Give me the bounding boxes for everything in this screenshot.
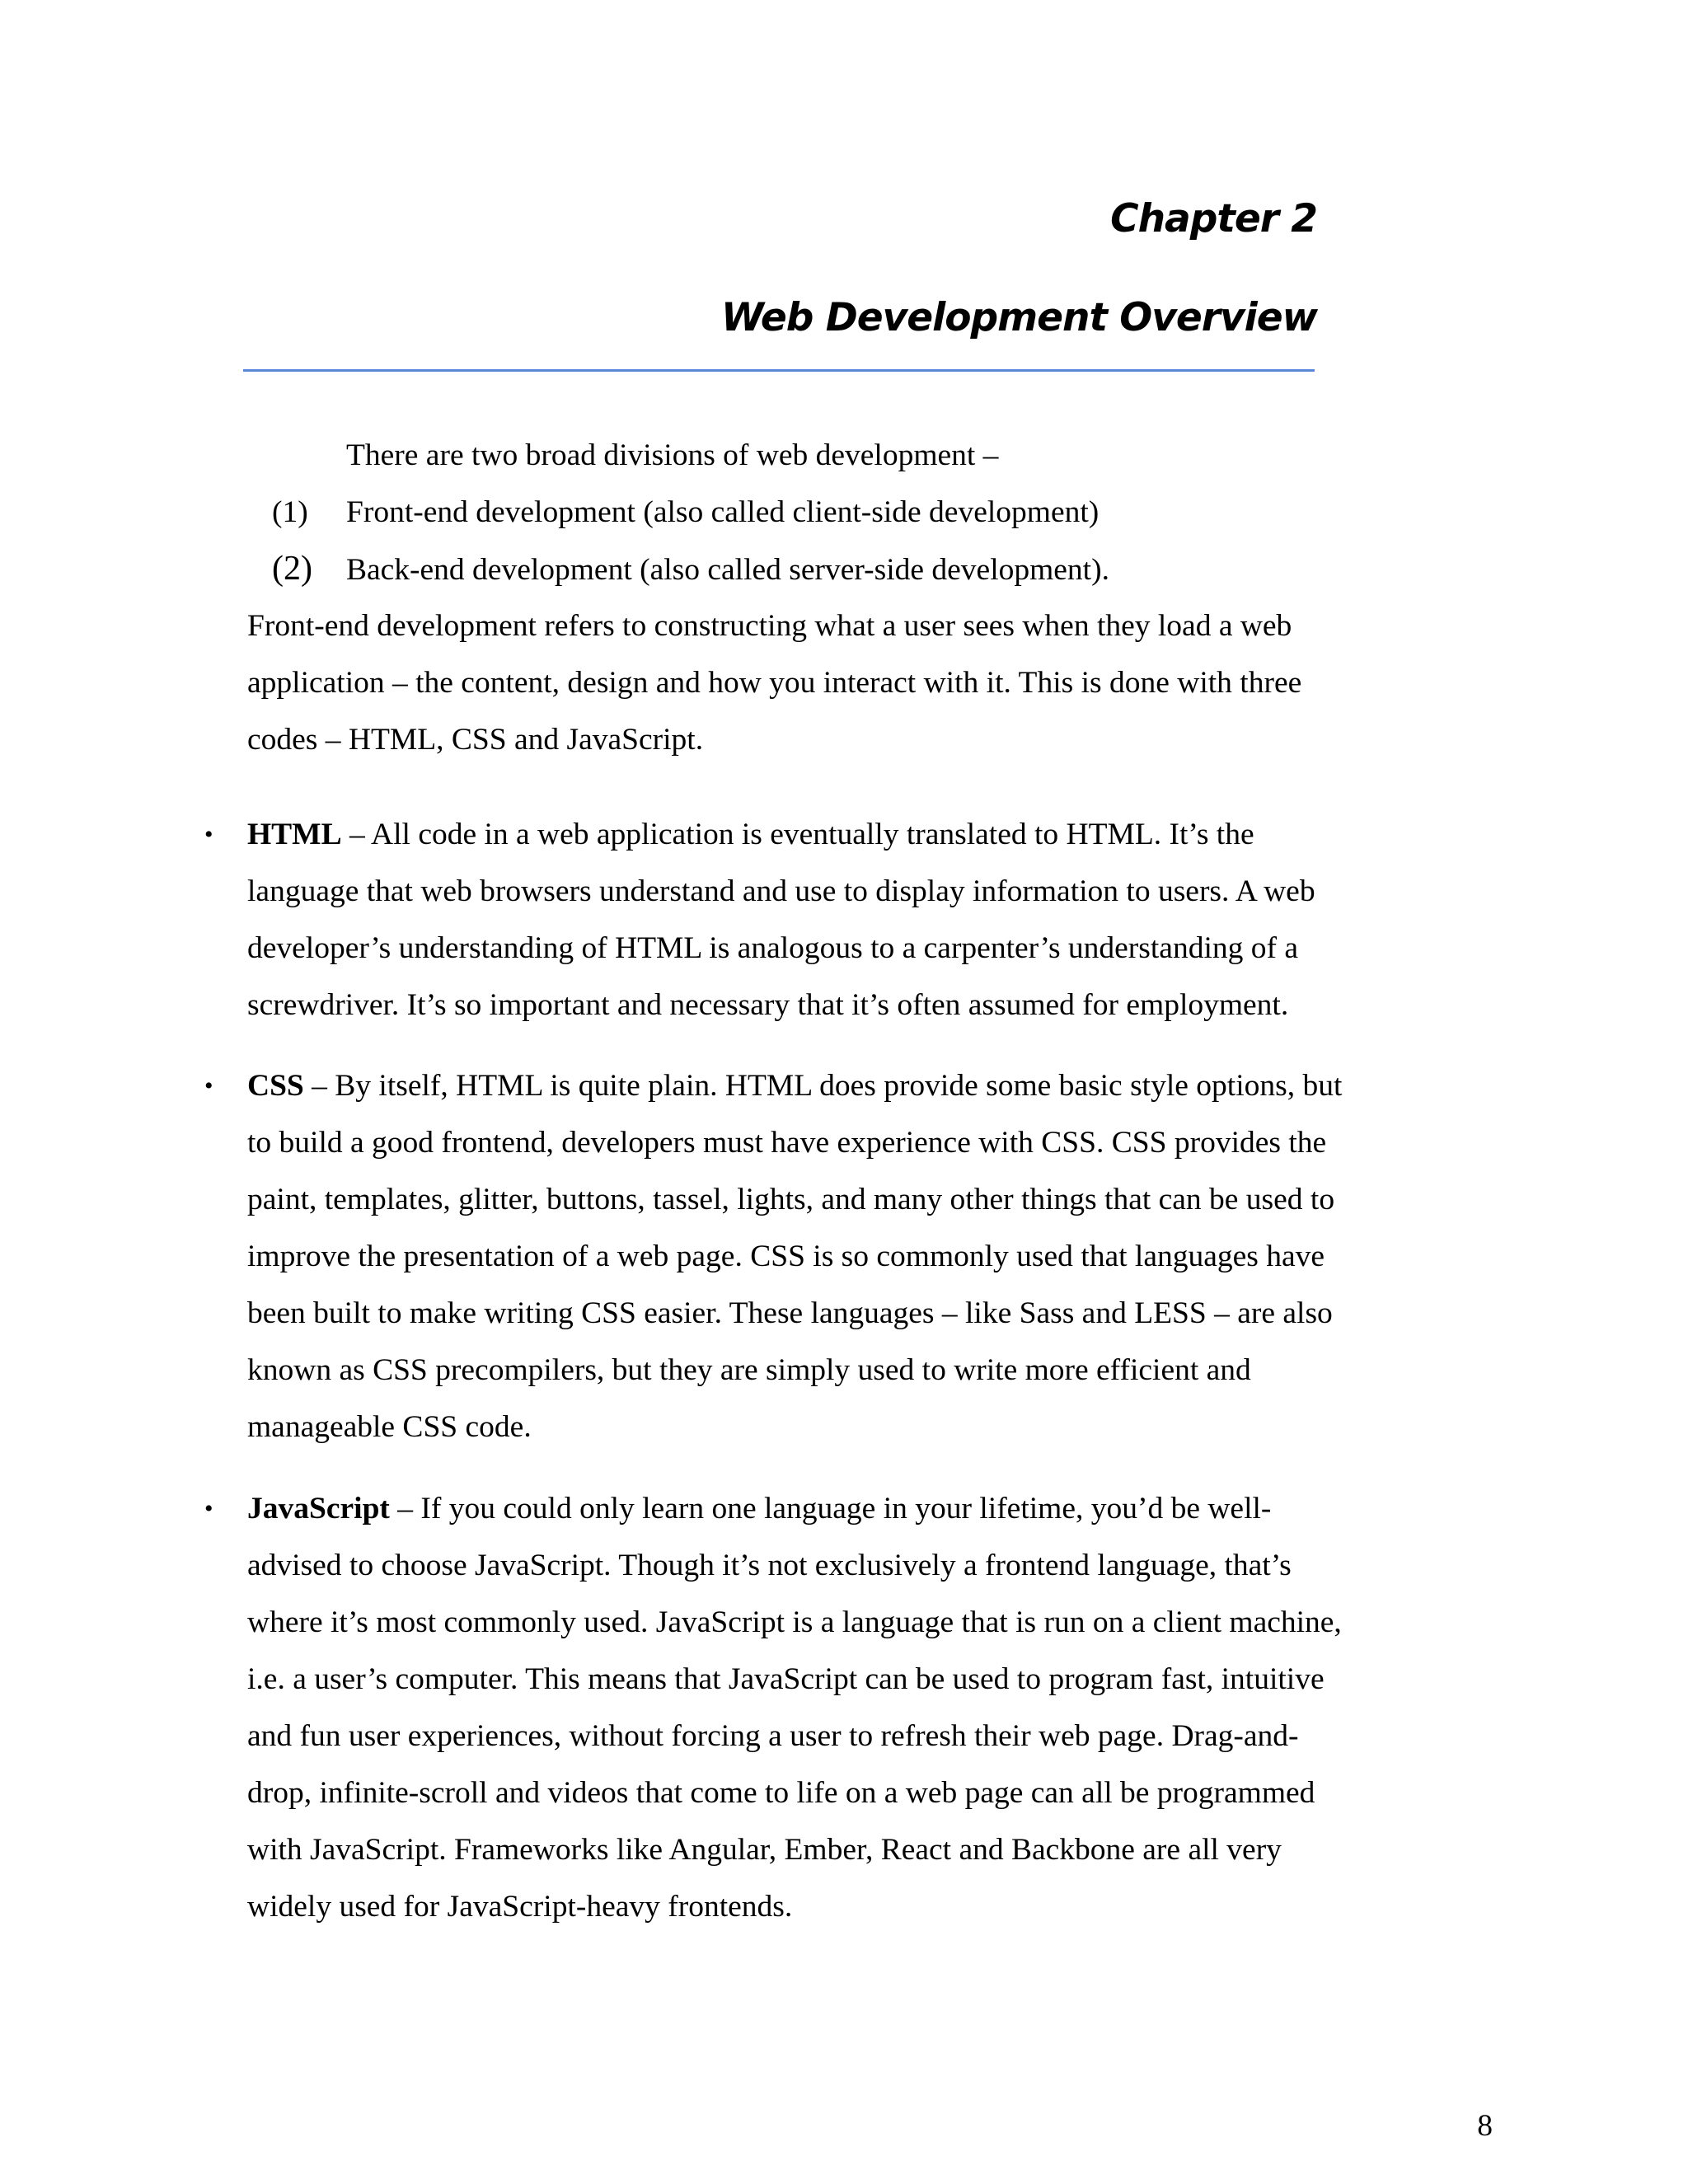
intro-lead: There are two broad divisions of web development – [346, 438, 999, 472]
division-text: Front-end development (also called client-side development) [346, 495, 1100, 529]
bullet-line: developer’s understanding of HTML is analogous to a carpenter’s understanding of a [247, 931, 1298, 965]
paragraph-line: Front-end development refers to constructing what a user sees when they load a web [247, 609, 1292, 643]
bullet-line: i.e. a user’s computer. This means that JavaScript can be used to program fast, intuitive [247, 1662, 1325, 1696]
frontend-paragraph [247, 598, 1301, 768]
bullet-lead-text: – If you could only learn one language in your lifetime, you’d be well- [389, 1492, 1272, 1526]
bullet-first-line [247, 1480, 1342, 1537]
division-item-1 [272, 484, 1099, 541]
bullet-line: manageable CSS code. [247, 1410, 532, 1444]
bullet-term: HTML [247, 818, 342, 851]
bullet-html [204, 806, 1315, 1033]
chapter-label: Chapter 2 [1110, 196, 1317, 241]
bullet-line: widely used for JavaScript-heavy frontends. [247, 1890, 793, 1924]
paragraph-line: codes – HTML, CSS and JavaScript. [247, 723, 704, 757]
bullet-line: paint, templates, glitter, buttons, tassel, lights, and many other things that can be used to [247, 1183, 1335, 1216]
bullet-line: advised to choose JavaScript. Though it’s not exclusively a frontend language, that’s [247, 1549, 1292, 1582]
bullet-line: improve the presentation of a web page. CSS is so commonly used that languages have [247, 1240, 1325, 1273]
bullet-line: and fun user experiences, without forcing a user to refresh their web page. Drag-and- [247, 1719, 1299, 1753]
bullet-line: with JavaScript. Frameworks like Angular, Ember, React and Backbone are all very [247, 1833, 1282, 1867]
division-text: Back-end development (also called server-side development). [346, 553, 1109, 587]
bullet-line: known as CSS precompilers, but they are simply used to write more efficient and [247, 1353, 1251, 1387]
bullet-icon: • [204, 821, 213, 848]
bullet-line: where it’s most commonly used. JavaScript is a language that is run on a client machine, [247, 1605, 1342, 1639]
bullet-lead-text: – All code in a web application is eventually translated to HTML. It’s the [341, 818, 1254, 851]
bullet-line: screwdriver. It’s so important and necessary that it’s often assumed for employment. [247, 988, 1289, 1022]
bullet-line: drop, infinite-scroll and videos that come to life on a web page can all be programmed [247, 1776, 1315, 1810]
bullet-first-line [247, 806, 1315, 863]
page-number: 8 [1477, 2109, 1493, 2143]
bullet-javascript [204, 1480, 1342, 1935]
bullet-line: to build a good frontend, developers must have experience with CSS. CSS provides the [247, 1126, 1327, 1160]
bullet-lead-text: – By itself, HTML is quite plain. HTML does provide some basic style options, but [303, 1069, 1343, 1103]
bullet-line: been built to make writing CSS easier. These languages – like Sass and LESS – are also [247, 1296, 1333, 1330]
division-number: (2) [272, 550, 312, 588]
bullet-icon: • [204, 1495, 213, 1522]
bullet-css [204, 1057, 1343, 1455]
bullet-icon: • [204, 1072, 213, 1099]
paragraph-line: application – the content, design and how you interact with it. This is done with three [247, 666, 1302, 700]
bullet-term: JavaScript [247, 1492, 390, 1526]
bullet-term: CSS [247, 1069, 304, 1103]
bullet-first-line [247, 1057, 1342, 1114]
chapter-title: Web Development Overview [721, 295, 1317, 340]
title-rule [243, 369, 1315, 372]
division-number: (1) [272, 495, 308, 529]
division-item-2 [272, 541, 1109, 598]
bullet-line: language that web browsers understand and use to display information to users. A web [247, 874, 1315, 908]
